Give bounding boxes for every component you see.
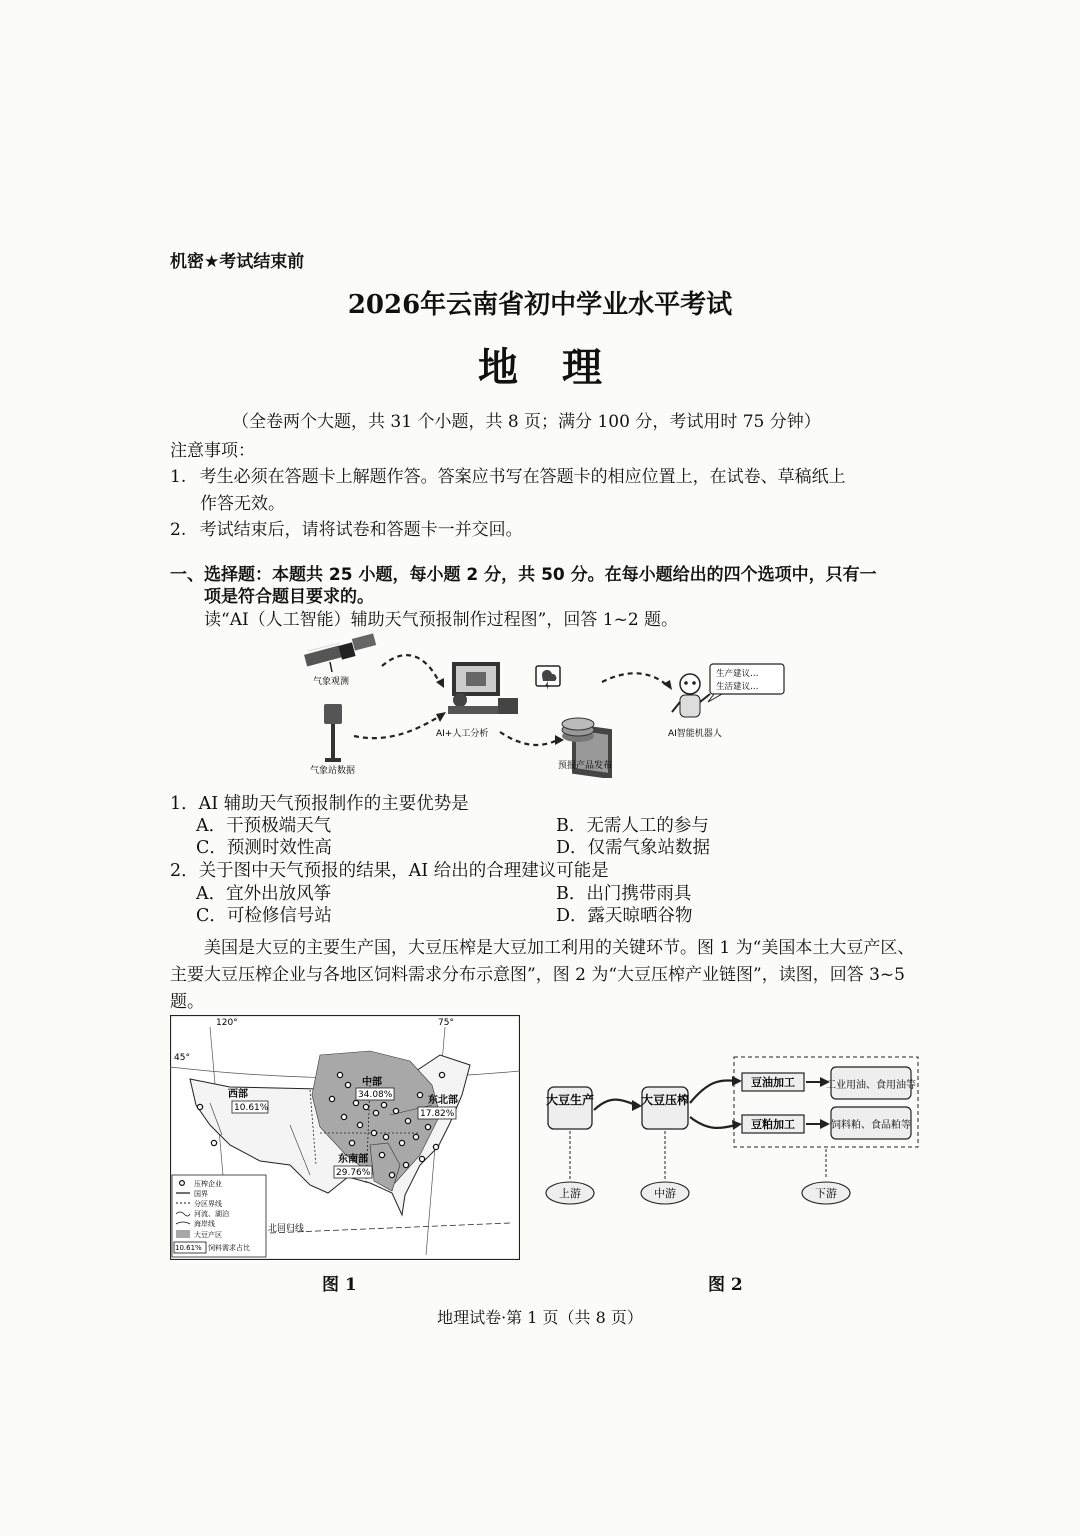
meal-processing-label: 豆粕加工: [751, 1118, 795, 1131]
stage-upstream-label: 上游: [559, 1187, 581, 1200]
soybean-crushing-label: 大豆压榨: [640, 1093, 690, 1107]
question-1-option-c: C．预测时效性高: [196, 838, 332, 858]
stage-downstream-label: 下游: [815, 1187, 837, 1200]
region-name-west: 西部: [228, 1089, 248, 1100]
lon-label-75: 75°: [438, 1018, 454, 1028]
notice-item-number: 2.: [170, 520, 187, 540]
flow-arrow: [500, 732, 558, 745]
question-1-option-b: B．无需人工的参与: [556, 816, 709, 836]
satellite-icon: [304, 633, 376, 672]
chain-arrow: [690, 1080, 736, 1103]
subject-title: 地理: [478, 345, 646, 391]
question-2-option-a: A．宜外出放风筝: [196, 884, 332, 904]
notice-heading: 注意事项：: [170, 441, 255, 461]
legend-border: 国界: [194, 1190, 208, 1198]
legend-plant: 压榨企业: [194, 1180, 222, 1188]
region-share-southeast: 29.76%: [336, 1168, 371, 1178]
section1-heading-cont: 项是符合题目要求的。: [204, 587, 374, 607]
legend-soy-area: 大豆产区: [194, 1231, 222, 1239]
legend-demand: 饲料需求占比: [208, 1244, 250, 1252]
oil-products-label: 工业用油、食用油等: [826, 1080, 916, 1091]
question-1-option-a: A．干预极端天气: [196, 816, 332, 836]
oil-processing-label: 豆油加工: [751, 1076, 795, 1089]
region-share-northeast: 17.82%: [420, 1109, 455, 1119]
observation-label: 气象观测: [313, 677, 350, 687]
notice-item-text: 考试结束后，请将试卷和答题卡一并交回。: [199, 520, 523, 540]
region-share-central: 34.08%: [358, 1090, 393, 1100]
ai-forecast-figure: [290, 632, 800, 778]
legend-sample-value: 10.61%: [175, 1244, 202, 1252]
flow-arrow: [602, 673, 668, 686]
advice-bubble-line-1: 生产建议…: [716, 669, 759, 679]
question-2-stem: 2．关于图中天气预报的结果，AI 给出的合理建议可能是: [170, 861, 609, 881]
flow-arrow: [354, 716, 440, 738]
question-1-option-d: D．仅需气象站数据: [556, 838, 711, 858]
section1-intro: 读“AI（人工智能）辅助天气预报制作过程图”，回答 1~2 题。: [204, 610, 679, 630]
soybean-production-label: 大豆生产: [545, 1093, 595, 1107]
robot-icon: [672, 674, 710, 717]
lat-label-45: 45°: [174, 1053, 190, 1063]
notice-item-1: [170, 462, 846, 487]
question-2-option-d: D．露天晾晒谷物: [556, 906, 693, 926]
notice-item-number: 1.: [170, 467, 187, 487]
station-label: 气象站数据: [310, 766, 356, 776]
tropic-label: 北回归线: [268, 1224, 305, 1234]
legend-river: 河流、湖泊: [194, 1210, 229, 1218]
region-name-central: 中部: [362, 1077, 382, 1088]
confidential-mark: 机密★考试结束前: [170, 252, 305, 272]
region-name-northeast: 东北部: [428, 1095, 458, 1106]
region-name-southeast: 东南部: [338, 1154, 368, 1165]
figure-1-caption: 图 1: [322, 1275, 357, 1295]
notice-item-text: 考生必须在答题卡上解题作答。答案应书写在答题卡的相应位置上，在试卷、草稿纸上: [199, 467, 846, 487]
question-1-stem: 1．AI 辅助天气预报制作的主要优势是: [170, 794, 469, 814]
meal-products-label: 饲料粕、食品粕等: [831, 1120, 911, 1131]
notice-item-1-cont: 作答无效。: [200, 494, 285, 514]
passage-soybean: 美国是大豆的主要生产国，大豆压榨是大豆加工利用的关键环节。图 1 为“美国本土大豆产区、主要大豆压榨企业与各地区饲料需求分布示意图”，图 2 为“大豆压榨产业链图”，读图，回答 3~5 题。: [170, 938, 915, 1012]
legend-coast: 海岸线: [194, 1220, 215, 1228]
weather-station-icon: [324, 704, 342, 762]
lon-label-120: 120°: [216, 1018, 238, 1028]
figure-2-caption: 图 2: [708, 1275, 743, 1295]
section1-heading: 一、选择题：本题共 25 小题，每小题 2 分，共 50 分。在每小题给出的四个选项中，只有一: [170, 565, 877, 585]
advice-bubble-line-2: 生活建议…: [716, 682, 759, 692]
soybean-industry-chain: [540, 1055, 922, 1215]
chain-arrow: [594, 1100, 636, 1110]
notice-item-2: [170, 515, 523, 540]
chain-arrow: [690, 1117, 736, 1128]
region-share-west: 10.61%: [234, 1103, 269, 1113]
release-label: 预报产品发布: [558, 761, 613, 771]
exam-title: 2026年云南省初中学业水平考试: [347, 290, 733, 320]
page-footer: 地理试卷·第 1 页（共 8 页）: [437, 1308, 643, 1327]
exam-info: （全卷两个大题，共 31 个小题，共 8 页；满分 100 分，考试用时 75 分钟）: [232, 412, 821, 432]
analysis-label: AI+人工分析: [436, 729, 489, 739]
stage-midstream-label: 中游: [654, 1187, 676, 1200]
flow-arrow: [382, 655, 440, 684]
robot-label: AI智能机器人: [668, 729, 722, 739]
analyst-computer-icon: [448, 662, 518, 714]
chain-arrow: [820, 1119, 830, 1129]
question-2-option-c: C．可检修信号站: [196, 906, 332, 926]
legend-region-line: 分区界线: [194, 1200, 222, 1208]
question-2-option-b: B．出门携带雨具: [556, 884, 692, 904]
us-soybean-map: [170, 1015, 520, 1260]
